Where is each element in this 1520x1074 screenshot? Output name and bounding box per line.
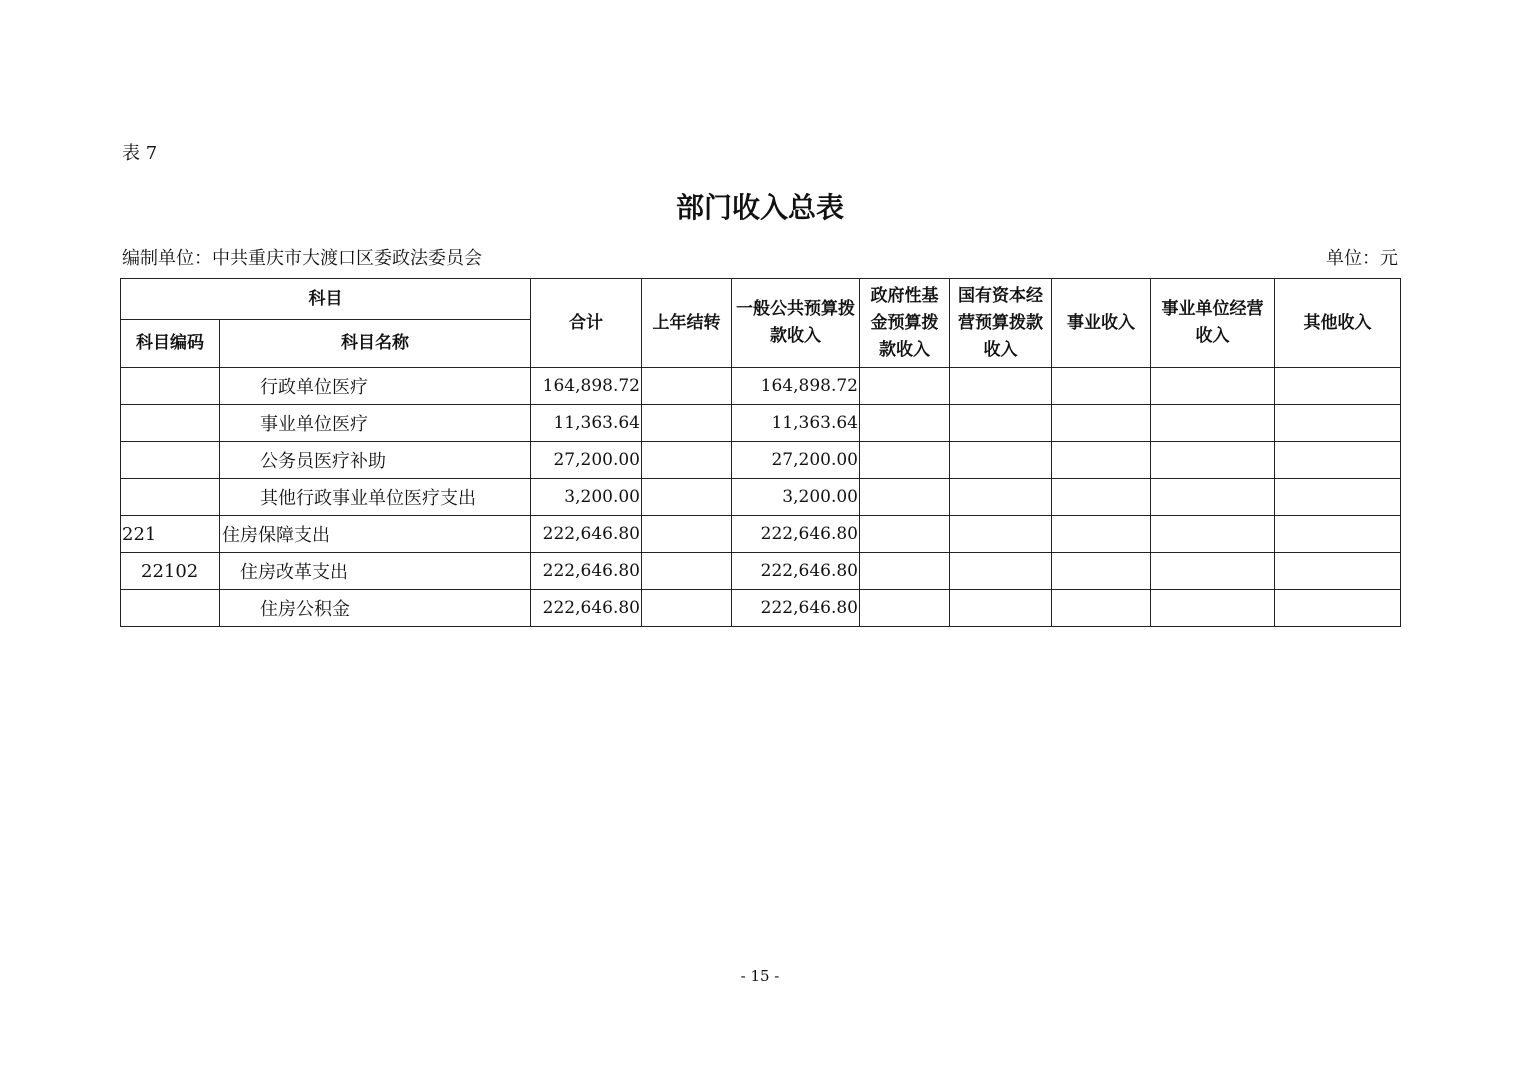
income-summary-table (120, 278, 1401, 627)
business-income-cell (1052, 479, 1151, 516)
gov-fund-cell (860, 479, 950, 516)
subject-code-cell: 22102 (121, 553, 220, 590)
table-row (121, 442, 1401, 479)
subject-code-cell (121, 368, 220, 405)
subject-name-cell: 其他行政事业单位医疗支出 (220, 479, 531, 516)
total-cell: 27,200.00 (531, 442, 642, 479)
general-budget-header: 一般公共预算拨款收入 (732, 279, 860, 368)
unit-business-income-cell (1151, 516, 1275, 553)
compiling-unit: 编制单位：中共重庆市大渡口区委政法委员会 (122, 248, 482, 269)
carryover-cell (642, 405, 732, 442)
subject-code-cell (121, 405, 220, 442)
unit-business-income-header: 事业单位经营收入 (1151, 279, 1275, 368)
general-budget-cell: 11,363.64 (732, 405, 860, 442)
subject-name-cell: 事业单位医疗 (220, 405, 531, 442)
state-capital-cell (950, 516, 1052, 553)
carryover-cell (642, 590, 732, 627)
other-income-cell (1275, 590, 1401, 627)
state-capital-cell (950, 405, 1052, 442)
gov-fund-cell (860, 516, 950, 553)
subject-name-cell: 住房改革支出 (220, 553, 531, 590)
subject-name-cell: 住房保障支出 (220, 516, 531, 553)
carryover-cell (642, 553, 732, 590)
gov-fund-cell (860, 590, 950, 627)
unit-business-income-cell (1151, 553, 1275, 590)
carryover-cell (642, 368, 732, 405)
other-income-cell (1275, 479, 1401, 516)
total-cell: 11,363.64 (531, 405, 642, 442)
unit-business-income-cell (1151, 590, 1275, 627)
subject-code-cell: 221 (121, 516, 220, 553)
subject-name-cell: 公务员医疗补助 (220, 442, 531, 479)
other-income-cell (1275, 405, 1401, 442)
table-row (121, 516, 1401, 553)
state-capital-cell (950, 590, 1052, 627)
gov-fund-cell (860, 368, 950, 405)
total-cell: 222,646.80 (531, 590, 642, 627)
table-row (121, 590, 1401, 627)
business-income-cell (1052, 442, 1151, 479)
general-budget-cell: 164,898.72 (732, 368, 860, 405)
gov-fund-cell (860, 442, 950, 479)
general-budget-cell: 222,646.80 (732, 590, 860, 627)
subject-code-cell (121, 479, 220, 516)
carryover-cell (642, 479, 732, 516)
subject-code-header: 科目编码 (121, 320, 220, 368)
business-income-cell (1052, 405, 1151, 442)
total-header: 合计 (531, 279, 642, 368)
state-capital-cell (950, 442, 1052, 479)
other-income-cell (1275, 442, 1401, 479)
gov-fund-header: 政府性基金预算拨款收入 (860, 279, 950, 368)
other-income-header: 其他收入 (1275, 279, 1401, 368)
subject-name-cell: 住房公积金 (220, 590, 531, 627)
subject-name-cell: 行政单位医疗 (220, 368, 531, 405)
table-row (121, 553, 1401, 590)
business-income-cell (1052, 553, 1151, 590)
gov-fund-cell (860, 553, 950, 590)
subject-group-header: 科目 (121, 279, 531, 320)
table-row (121, 479, 1401, 516)
subject-name-header: 科目名称 (220, 320, 531, 368)
business-income-cell (1052, 368, 1151, 405)
total-cell: 222,646.80 (531, 553, 642, 590)
subject-code-cell (121, 442, 220, 479)
state-capital-cell (950, 479, 1052, 516)
gov-fund-cell (860, 405, 950, 442)
unit-business-income-cell (1151, 368, 1275, 405)
carryover-cell (642, 442, 732, 479)
business-income-cell (1052, 590, 1151, 627)
state-capital-cell (950, 553, 1052, 590)
currency-unit: 单位：元 (1326, 248, 1398, 269)
table-row (121, 405, 1401, 442)
state-capital-header: 国有资本经营预算拨款收入 (950, 279, 1052, 368)
page-number: - 15 - (740, 967, 780, 985)
business-income-header: 事业收入 (1052, 279, 1151, 368)
table-row (121, 368, 1401, 405)
state-capital-cell (950, 368, 1052, 405)
general-budget-cell: 222,646.80 (732, 553, 860, 590)
subject-code-cell (121, 590, 220, 627)
total-cell: 164,898.72 (531, 368, 642, 405)
carryover-cell (642, 516, 732, 553)
unit-business-income-cell (1151, 479, 1275, 516)
unit-business-income-cell (1151, 405, 1275, 442)
business-income-cell (1052, 516, 1151, 553)
carryover-header: 上年结转 (642, 279, 732, 368)
unit-business-income-cell (1151, 442, 1275, 479)
general-budget-cell: 27,200.00 (732, 442, 860, 479)
general-budget-cell: 3,200.00 (732, 479, 860, 516)
page-title: 部门收入总表 (675, 191, 844, 224)
other-income-cell (1275, 516, 1401, 553)
table-number-label: 表 7 (122, 143, 158, 164)
other-income-cell (1275, 553, 1401, 590)
other-income-cell (1275, 368, 1401, 405)
total-cell: 222,646.80 (531, 516, 642, 553)
general-budget-cell: 222,646.80 (732, 516, 860, 553)
total-cell: 3,200.00 (531, 479, 642, 516)
